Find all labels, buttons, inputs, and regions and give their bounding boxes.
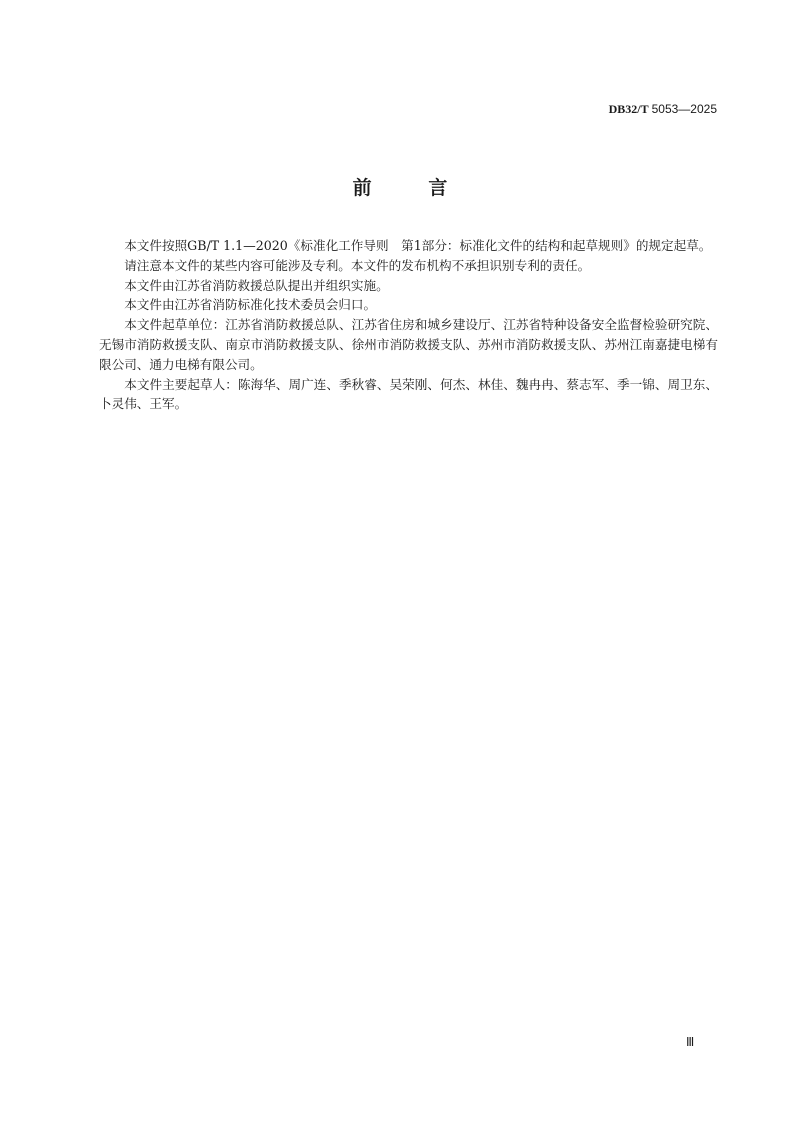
document-code-header [609,102,717,117]
standard-code: DB32/T [608,102,649,116]
foreword-body [99,236,718,414]
paragraph-drafting-rules: 本文件按照GB/T 1.1—2020《标准化工作导则 第1部分：标准化文件的结构和起草规则》的规定起草。 [124,238,712,253]
standard-number: 5053—2025 [651,102,717,116]
paragraph-drafters: 本文件主要起草人：陈海华、周广连、季秋睿、吴荣刚、何杰、林佳、魏冉冉、蔡志军、季一锦、周卫东、卜灵伟、王军。 [99,376,718,412]
title-char-2: 言 [428,177,448,199]
page-number: Ⅲ [686,1035,695,1049]
page-title [0,173,800,200]
paragraph-committee: 本文件由江苏省消防标准化技术委员会归口。 [124,297,377,313]
paragraph-proposer: 本文件由江苏省消防救援总队提出并组织实施。 [124,277,389,293]
title-char-1: 前 [352,177,372,199]
paragraph-patent-notice: 请注意本文件的某些内容可能涉及专利。本文件的发布机构不承担识别专利的责任。 [124,257,591,273]
paragraph-drafting-units: 本文件起草单位：江苏省消防救援总队、江苏省住房和城乡建设厅、江苏省特种设备安全监督检验研究院、无锡市消防救援支队、南京市消防救援支队、徐州市消防救援支队、苏州市消防救援支队、苏州江南嘉捷电梯有限公司、通力电梯有限公司。 [99,317,718,372]
